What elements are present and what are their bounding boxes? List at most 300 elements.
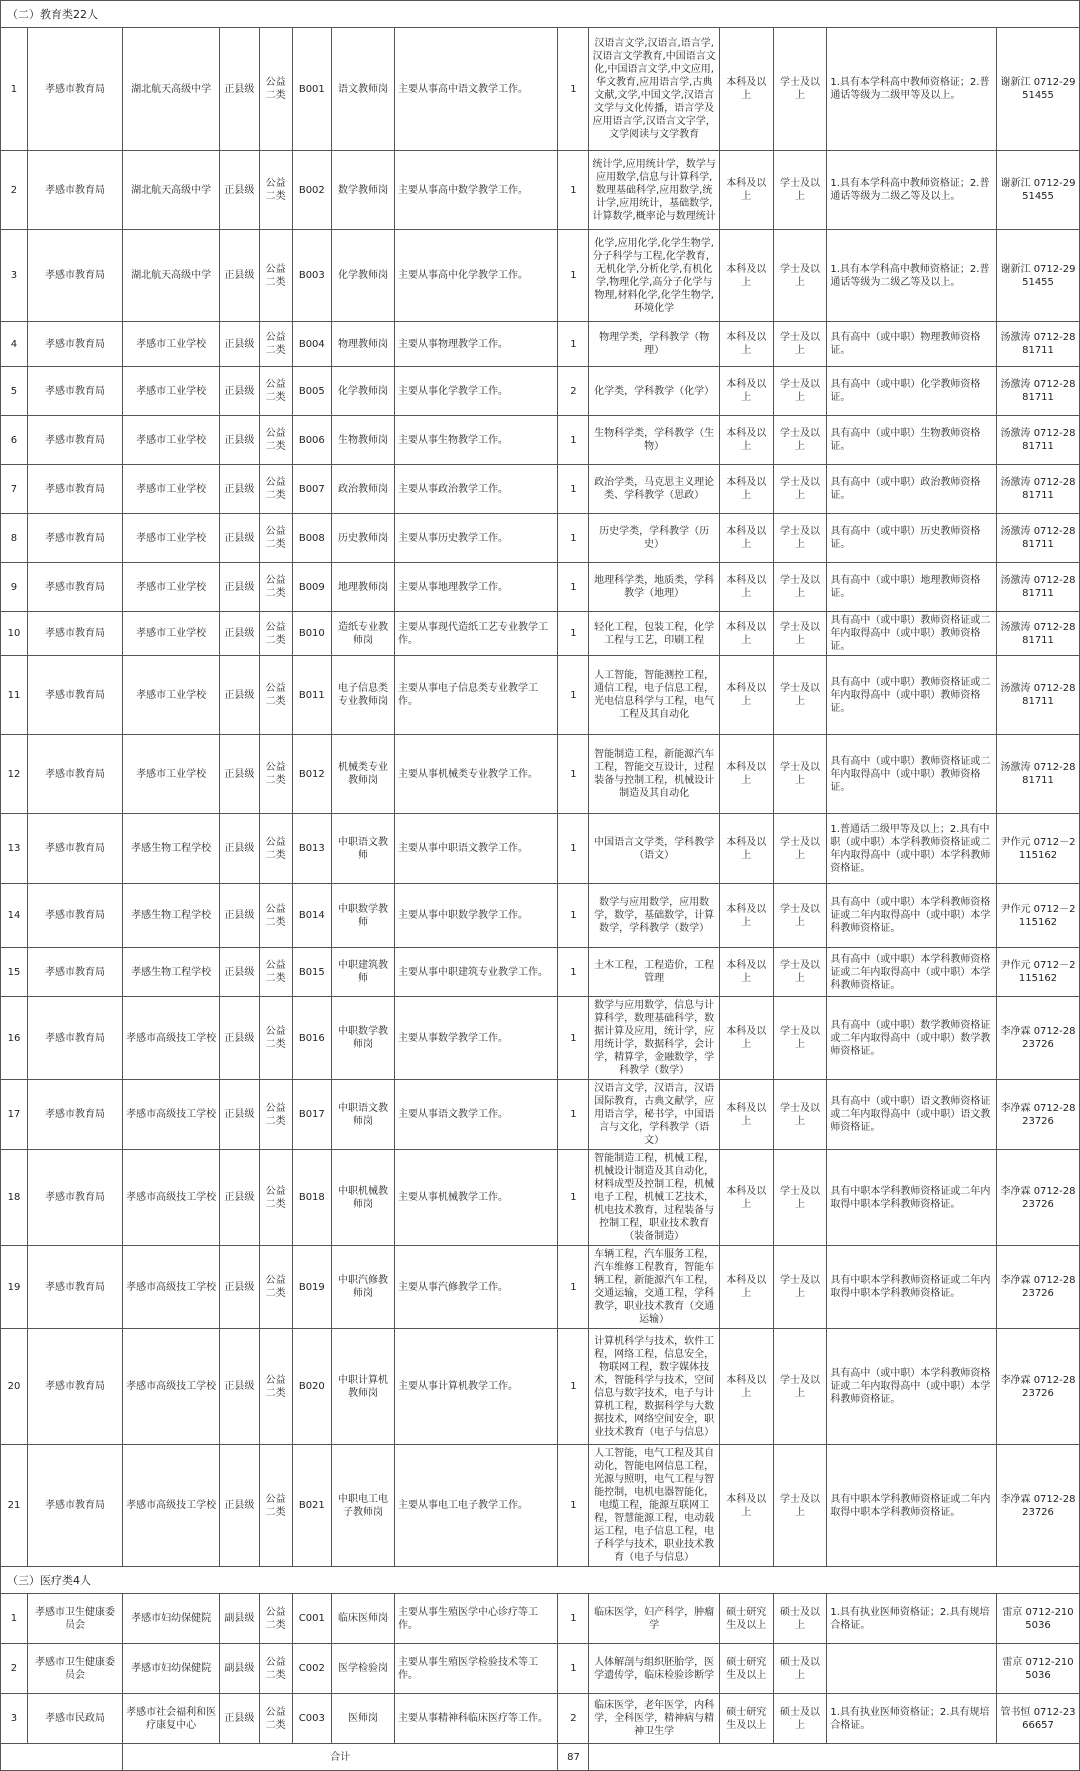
duty-description: 主要从事化学教学工作。 (395, 367, 558, 416)
headcount: 1 (558, 1329, 589, 1445)
table-row (1, 514, 1080, 563)
other-requirement: 具有高中（或中职）生物教师资格证。 (827, 416, 997, 465)
row-number: 17 (1, 1080, 28, 1150)
contact-info: 雷京 0712-2105036 (997, 1644, 1080, 1694)
major-requirement: 数学与应用数学，应用数学，数学，基础数学，计算数学，学科教学（数学） (589, 884, 719, 948)
row-number: 9 (1, 563, 28, 612)
unit-cell: 孝感生物工程学校 (123, 884, 220, 948)
unit-cell: 孝感市高级技工学校 (123, 1246, 220, 1329)
major-requirement: 车辆工程，汽车服务工程，汽车维修工程教育，智能车辆工程，新能源汽车工程，交通运输，交通工程，学科教学，职业技术教育（交通运输） (589, 1246, 719, 1329)
education-requirement: 本科及以上 (719, 948, 773, 997)
unit-cell: 孝感市工业学校 (123, 563, 220, 612)
other-requirement: 1.具有本学科高中教师资格证；2.普通话等级为二级乙等及以上。 (827, 230, 997, 322)
unit-cell: 孝感市工业学校 (123, 514, 220, 563)
education-requirement: 本科及以上 (719, 514, 773, 563)
education-requirement: 本科及以上 (719, 28, 773, 151)
position-code: B008 (292, 514, 331, 563)
unit-cell: 孝感市高级技工学校 (123, 1445, 220, 1567)
row-number: 8 (1, 514, 28, 563)
position-name: 造纸专业教师岗 (331, 612, 394, 656)
section-header-row (1, 1, 1080, 28)
headcount: 1 (558, 814, 589, 884)
position-code: B006 (292, 416, 331, 465)
table-row (1, 28, 1080, 151)
position-name: 数学教师岗 (331, 151, 394, 230)
degree-requirement: 学士及以上 (773, 1080, 827, 1150)
unit-cell: 孝感市高级技工学校 (123, 997, 220, 1080)
education-requirement: 本科及以上 (719, 884, 773, 948)
unit-cell: 孝感市工业学校 (123, 735, 220, 814)
table-row (1, 1246, 1080, 1329)
position-code: B011 (292, 656, 331, 735)
department-cell: 孝感市教育局 (27, 735, 122, 814)
unit-cell: 孝感生物工程学校 (123, 948, 220, 997)
contact-info: 汤激涛 0712-2881711 (997, 656, 1080, 735)
duty-description: 主要从事现代造纸工艺专业教学工作。 (395, 612, 558, 656)
category-cell: 公益二类 (259, 997, 292, 1080)
headcount: 1 (558, 563, 589, 612)
contact-info: 谢新江 0712-2951455 (997, 28, 1080, 151)
department-cell: 孝感市教育局 (27, 612, 122, 656)
duty-description: 主要从事电子信息类专业教学工作。 (395, 656, 558, 735)
major-requirement: 人工智能，电气工程及其自动化，智能电网信息工程，光源与照明，电气工程与智能控制，电机电器智能化，电缆工程，能源互联网工程，智慧能源工程，电动载运工程，电子信息工程，电子科学与技术，职业技术教育（电子与信息） (589, 1445, 719, 1567)
row-number: 20 (1, 1329, 28, 1445)
degree-requirement: 学士及以上 (773, 1329, 827, 1445)
position-code: B016 (292, 997, 331, 1080)
unit-cell: 孝感市工业学校 (123, 367, 220, 416)
level-cell: 正县级 (220, 416, 259, 465)
position-code: B005 (292, 367, 331, 416)
major-requirement: 人工智能，智能测控工程，通信工程，电子信息工程，光电信息科学与工程，电气工程及其自动化 (589, 656, 719, 735)
department-cell: 孝感市教育局 (27, 563, 122, 612)
education-requirement: 本科及以上 (719, 465, 773, 514)
row-number: 2 (1, 151, 28, 230)
category-cell: 公益二类 (259, 230, 292, 322)
degree-requirement: 学士及以上 (773, 230, 827, 322)
duty-description: 主要从事语文教学工作。 (395, 1080, 558, 1150)
row-number: 6 (1, 416, 28, 465)
unit-cell: 孝感市妇幼保健院 (123, 1644, 220, 1694)
unit-cell: 孝感市工业学校 (123, 322, 220, 367)
category-cell: 公益二类 (259, 1150, 292, 1246)
degree-requirement: 学士及以上 (773, 1246, 827, 1329)
education-requirement: 本科及以上 (719, 1246, 773, 1329)
position-name: 中职汽修教师岗 (331, 1246, 394, 1329)
level-cell: 正县级 (220, 884, 259, 948)
department-cell: 孝感市教育局 (27, 997, 122, 1080)
unit-cell: 孝感市高级技工学校 (123, 1329, 220, 1445)
position-code: B007 (292, 465, 331, 514)
position-name: 电子信息类专业教师岗 (331, 656, 394, 735)
degree-requirement: 学士及以上 (773, 997, 827, 1080)
category-cell: 公益二类 (259, 1080, 292, 1150)
headcount: 1 (558, 612, 589, 656)
major-requirement: 土木工程，工程造价，工程管理 (589, 948, 719, 997)
other-requirement: 具有中职本学科教师资格证或二年内取得中职本学科教师资格证。 (827, 1246, 997, 1329)
position-name: 物理教师岗 (331, 322, 394, 367)
table-row (1, 151, 1080, 230)
other-requirement: 具有中职本学科教师资格证或二年内取得中职本学科教师资格证。 (827, 1150, 997, 1246)
position-code: B012 (292, 735, 331, 814)
table-row (1, 322, 1080, 367)
contact-info: 李净霖 0712-2823726 (997, 1080, 1080, 1150)
section-header-row (1, 1567, 1080, 1594)
position-code: B017 (292, 1080, 331, 1150)
position-code: B002 (292, 151, 331, 230)
position-name: 政治教师岗 (331, 465, 394, 514)
unit-cell: 孝感市工业学校 (123, 465, 220, 514)
department-cell: 孝感市卫生健康委员会 (27, 1644, 122, 1694)
education-requirement: 本科及以上 (719, 322, 773, 367)
duty-description: 主要从事精神科临床医疗等工作。 (395, 1694, 558, 1744)
level-cell: 正县级 (220, 563, 259, 612)
education-requirement: 本科及以上 (719, 997, 773, 1080)
duty-description: 主要从事历史教学工作。 (395, 514, 558, 563)
contact-info: 李净霖 0712-2823726 (997, 1445, 1080, 1567)
row-number: 12 (1, 735, 28, 814)
major-requirement: 数学与应用数学，信息与计算科学，数理基础科学，数据计算及应用，统计学，应用统计学，数据科学，会计学，精算学，金融数学，学科教学（数学） (589, 997, 719, 1080)
degree-requirement: 学士及以上 (773, 656, 827, 735)
table-row (1, 612, 1080, 656)
contact-info: 李净霖 0712-2823726 (997, 997, 1080, 1080)
major-requirement: 政治学类，马克思主义理论类、学科教学（思政） (589, 465, 719, 514)
contact-info: 汤激涛 0712-2881711 (997, 563, 1080, 612)
contact-info: 尹作元 0712－2115162 (997, 884, 1080, 948)
category-cell: 公益二类 (259, 735, 292, 814)
headcount: 1 (558, 1445, 589, 1567)
position-name: 临床医师岗 (331, 1594, 394, 1644)
table-row (1, 1080, 1080, 1150)
unit-cell: 孝感市高级技工学校 (123, 1150, 220, 1246)
department-cell: 孝感市教育局 (27, 28, 122, 151)
contact-info: 汤激涛 0712-2881711 (997, 612, 1080, 656)
department-cell: 孝感市教育局 (27, 367, 122, 416)
position-name: 机械类专业教师岗 (331, 735, 394, 814)
table-row (1, 1644, 1080, 1694)
headcount: 1 (558, 322, 589, 367)
level-cell: 正县级 (220, 948, 259, 997)
other-requirement: 具有高中（或中职）历史教师资格证。 (827, 514, 997, 563)
row-number: 16 (1, 997, 28, 1080)
contact-info: 尹作元 0712－2115162 (997, 814, 1080, 884)
other-requirement: 具有高中（或中职）化学教师资格证。 (827, 367, 997, 416)
other-requirement (827, 1644, 997, 1694)
other-requirement: 1.具有本学科高中教师资格证；2.普通话等级为二级甲等及以上。 (827, 28, 997, 151)
section-title: （三）医疗类4人 (1, 1567, 1080, 1594)
other-requirement: 具有高中（或中职）数学教师资格证或二年内取得高中（或中职）数学教师资格证。 (827, 997, 997, 1080)
duty-description: 主要从事高中数学教学工作。 (395, 151, 558, 230)
contact-info: 李净霖 0712-2823726 (997, 1246, 1080, 1329)
category-cell: 公益二类 (259, 1594, 292, 1644)
position-code: B003 (292, 230, 331, 322)
other-requirement: 具有高中（或中职）政治教师资格证。 (827, 465, 997, 514)
education-requirement: 本科及以上 (719, 416, 773, 465)
education-requirement: 本科及以上 (719, 230, 773, 322)
education-requirement: 本科及以上 (719, 367, 773, 416)
level-cell: 正县级 (220, 997, 259, 1080)
duty-description: 主要从事高中语文教学工作。 (395, 28, 558, 151)
education-requirement: 本科及以上 (719, 1080, 773, 1150)
row-number: 21 (1, 1445, 28, 1567)
major-requirement: 地理科学类，地质类，学科教学（地理） (589, 563, 719, 612)
category-cell: 公益二类 (259, 416, 292, 465)
unit-cell: 湖北航天高级中学 (123, 151, 220, 230)
contact-info: 谢新江 0712-2951455 (997, 230, 1080, 322)
position-code: B013 (292, 814, 331, 884)
major-requirement: 中国语言文学类，学科教学（语文） (589, 814, 719, 884)
row-number: 11 (1, 656, 28, 735)
education-requirement: 硕士研究生及以上 (719, 1594, 773, 1644)
row-number: 13 (1, 814, 28, 884)
unit-cell: 孝感生物工程学校 (123, 814, 220, 884)
position-name: 地理教师岗 (331, 563, 394, 612)
duty-description: 主要从事物理教学工作。 (395, 322, 558, 367)
education-requirement: 本科及以上 (719, 612, 773, 656)
major-requirement: 计算机科学与技术，软件工程，网络工程，信息安全，物联网工程，数字媒体技术，智能科学与技术，空间信息与数字技术，电子与计算机工程，数据科学与大数据技术，网络空间安全，职业技术教育（电子与信息） (589, 1329, 719, 1445)
other-requirement: 1.具有本学科高中教师资格证；2.普通话等级为二级乙等及以上。 (827, 151, 997, 230)
position-code: B018 (292, 1150, 331, 1246)
category-cell: 公益二类 (259, 1329, 292, 1445)
duty-description: 主要从事生物教学工作。 (395, 416, 558, 465)
category-cell: 公益二类 (259, 563, 292, 612)
headcount: 2 (558, 1694, 589, 1744)
table-row (1, 367, 1080, 416)
department-cell: 孝感市教育局 (27, 514, 122, 563)
major-requirement: 化学,应用化学,化学生物学,分子科学与工程,化学教育，无机化学,分析化学,有机化学,物理化学,高分子化学与物理,材料化学,化学生物学,环境化学 (589, 230, 719, 322)
degree-requirement: 硕士及以上 (773, 1594, 827, 1644)
level-cell: 正县级 (220, 1150, 259, 1246)
blank-cell (1, 1744, 123, 1771)
category-cell: 公益二类 (259, 1694, 292, 1744)
position-code: B001 (292, 28, 331, 151)
headcount: 1 (558, 948, 589, 997)
degree-requirement: 学士及以上 (773, 514, 827, 563)
degree-requirement: 学士及以上 (773, 322, 827, 367)
level-cell: 正县级 (220, 230, 259, 322)
table-row (1, 884, 1080, 948)
level-cell: 副县级 (220, 1644, 259, 1694)
level-cell: 正县级 (220, 367, 259, 416)
degree-requirement: 学士及以上 (773, 465, 827, 514)
table-row (1, 416, 1080, 465)
degree-requirement: 学士及以上 (773, 1150, 827, 1246)
row-number: 5 (1, 367, 28, 416)
other-requirement: 1.具有执业医师资格证；2.具有规培合格证。 (827, 1594, 997, 1644)
position-code: C001 (292, 1594, 331, 1644)
other-requirement: 具有高中（或中职）教师资格证或二年内取得高中（或中职）教师资格证。 (827, 612, 997, 656)
department-cell: 孝感市教育局 (27, 1080, 122, 1150)
position-name: 中职数学教师 (331, 884, 394, 948)
position-code: B021 (292, 1445, 331, 1567)
table-row (1, 1150, 1080, 1246)
unit-cell: 孝感市工业学校 (123, 416, 220, 465)
position-name: 中职建筑教师 (331, 948, 394, 997)
level-cell: 正县级 (220, 612, 259, 656)
degree-requirement: 学士及以上 (773, 367, 827, 416)
position-name: 历史教师岗 (331, 514, 394, 563)
row-number: 4 (1, 322, 28, 367)
table-row (1, 465, 1080, 514)
total-row (1, 1744, 1080, 1771)
contact-info: 汤激涛 0712-2881711 (997, 322, 1080, 367)
position-name: 中职电工电子教师岗 (331, 1445, 394, 1567)
position-code: B009 (292, 563, 331, 612)
position-name: 语文教师岗 (331, 28, 394, 151)
department-cell: 孝感市教育局 (27, 230, 122, 322)
table-row (1, 1445, 1080, 1567)
major-requirement: 汉语言文学，汉语言，汉语国际教育，古典文献学，应用语言学，秘书学，中国语言与文化，学科教学（语文） (589, 1080, 719, 1150)
category-cell: 公益二类 (259, 884, 292, 948)
department-cell: 孝感市教育局 (27, 884, 122, 948)
position-code: B014 (292, 884, 331, 948)
table-row (1, 230, 1080, 322)
row-number: 10 (1, 612, 28, 656)
position-name: 医师岗 (331, 1694, 394, 1744)
level-cell: 正县级 (220, 465, 259, 514)
row-number: 18 (1, 1150, 28, 1246)
contact-info: 汤激涛 0712-2881711 (997, 514, 1080, 563)
category-cell: 公益二类 (259, 814, 292, 884)
category-cell: 公益二类 (259, 514, 292, 563)
headcount: 1 (558, 230, 589, 322)
level-cell: 正县级 (220, 322, 259, 367)
position-name: 中职数学教师岗 (331, 997, 394, 1080)
table-row (1, 1594, 1080, 1644)
section-title: （二）教育类22人 (1, 1, 1080, 28)
duty-description: 主要从事生殖医学检验技术等工作。 (395, 1644, 558, 1694)
major-requirement: 化学类，学科教学（化学） (589, 367, 719, 416)
unit-cell: 孝感市社会福利和医疗康复中心 (123, 1694, 220, 1744)
major-requirement: 物理学类，学科教学（物理） (589, 322, 719, 367)
degree-requirement: 学士及以上 (773, 884, 827, 948)
department-cell: 孝感市教育局 (27, 1150, 122, 1246)
unit-cell: 孝感市妇幼保健院 (123, 1594, 220, 1644)
department-cell: 孝感市教育局 (27, 416, 122, 465)
other-requirement: 具有高中（或中职）本学科教师资格证或二年内取得高中（或中职）本学科教师资格证。 (827, 948, 997, 997)
position-code: B019 (292, 1246, 331, 1329)
position-code: B010 (292, 612, 331, 656)
education-requirement: 本科及以上 (719, 151, 773, 230)
contact-info: 李净霖 0712-2823726 (997, 1329, 1080, 1445)
other-requirement: 具有高中（或中职）物理教师资格证。 (827, 322, 997, 367)
headcount: 1 (558, 735, 589, 814)
duty-description: 主要从事中职语文教学工作。 (395, 814, 558, 884)
headcount: 1 (558, 465, 589, 514)
headcount: 1 (558, 884, 589, 948)
headcount: 1 (558, 997, 589, 1080)
level-cell: 正县级 (220, 28, 259, 151)
category-cell: 公益二类 (259, 612, 292, 656)
department-cell: 孝感市卫生健康委员会 (27, 1594, 122, 1644)
education-requirement: 本科及以上 (719, 1150, 773, 1246)
level-cell: 正县级 (220, 514, 259, 563)
duty-description: 主要从事生殖医学中心诊疗等工作。 (395, 1594, 558, 1644)
other-requirement: 具有高中（或中职）本学科教师资格证或二年内取得高中（或中职）本学科教师资格证。 (827, 1329, 997, 1445)
education-requirement: 本科及以上 (719, 814, 773, 884)
major-requirement: 临床医学，妇产科学，肿瘤学 (589, 1594, 719, 1644)
position-name: 化学教师岗 (331, 367, 394, 416)
row-number: 14 (1, 884, 28, 948)
category-cell: 公益二类 (259, 367, 292, 416)
category-cell: 公益二类 (259, 465, 292, 514)
headcount: 1 (558, 1080, 589, 1150)
major-requirement: 人体解剖与组织胚胎学，医学遗传学，临床检验诊断学 (589, 1644, 719, 1694)
headcount: 1 (558, 416, 589, 465)
contact-info: 尹作元 0712－2115162 (997, 948, 1080, 997)
row-number: 1 (1, 1594, 28, 1644)
contact-info: 管书恒 0712-2366657 (997, 1694, 1080, 1744)
degree-requirement: 学士及以上 (773, 735, 827, 814)
table-row (1, 563, 1080, 612)
position-name: 中职计算机教师岗 (331, 1329, 394, 1445)
major-requirement: 临床医学，老年医学，内科学，全科医学，精神病与精神卫生学 (589, 1694, 719, 1744)
department-cell: 孝感市教育局 (27, 814, 122, 884)
other-requirement: 具有高中（或中职）语文教师资格证或二年内取得高中（或中职）语文教师资格证。 (827, 1080, 997, 1150)
education-requirement: 硕士研究生及以上 (719, 1644, 773, 1694)
other-requirement: 具有高中（或中职）地理教师资格证。 (827, 563, 997, 612)
major-requirement: 历史学类，学科教学（历史） (589, 514, 719, 563)
degree-requirement: 硕士及以上 (773, 1644, 827, 1694)
level-cell: 正县级 (220, 1694, 259, 1744)
level-cell: 正县级 (220, 735, 259, 814)
level-cell: 正县级 (220, 151, 259, 230)
education-requirement: 本科及以上 (719, 735, 773, 814)
degree-requirement: 学士及以上 (773, 612, 827, 656)
headcount: 1 (558, 1594, 589, 1644)
table-row (1, 656, 1080, 735)
education-requirement: 本科及以上 (719, 656, 773, 735)
contact-info: 谢新江 0712-2951455 (997, 151, 1080, 230)
education-requirement: 本科及以上 (719, 1329, 773, 1445)
degree-requirement: 学士及以上 (773, 563, 827, 612)
headcount: 2 (558, 367, 589, 416)
department-cell: 孝感市教育局 (27, 1329, 122, 1445)
duty-description: 主要从事地理教学工作。 (395, 563, 558, 612)
duty-description: 主要从事数学教学工作。 (395, 997, 558, 1080)
contact-info: 汤激涛 0712-2881711 (997, 735, 1080, 814)
headcount: 1 (558, 1150, 589, 1246)
education-requirement: 硕士研究生及以上 (719, 1694, 773, 1744)
position-code: C003 (292, 1694, 331, 1744)
other-requirement: 具有高中（或中职）教师资格证或二年内取得高中（或中职）教师资格证。 (827, 656, 997, 735)
headcount: 1 (558, 1644, 589, 1694)
department-cell: 孝感市教育局 (27, 1445, 122, 1567)
row-number: 1 (1, 28, 28, 151)
position-code: C002 (292, 1644, 331, 1694)
degree-requirement: 学士及以上 (773, 151, 827, 230)
position-name: 中职机械教师岗 (331, 1150, 394, 1246)
level-cell: 正县级 (220, 1445, 259, 1567)
other-requirement: 1.普通话二级甲等及以上；2.具有中职（或中职）本学科教师资格证或二年内取得高中（或中职）本学科教师资格证。 (827, 814, 997, 884)
row-number: 3 (1, 230, 28, 322)
degree-requirement: 学士及以上 (773, 28, 827, 151)
row-number: 2 (1, 1644, 28, 1694)
row-number: 3 (1, 1694, 28, 1744)
position-name: 中职语文教师岗 (331, 1080, 394, 1150)
level-cell: 正县级 (220, 656, 259, 735)
other-requirement: 1.具有执业医师资格证；2.具有规培合格证。 (827, 1694, 997, 1744)
headcount: 1 (558, 28, 589, 151)
education-requirement: 本科及以上 (719, 563, 773, 612)
table-row (1, 997, 1080, 1080)
position-name: 化学教师岗 (331, 230, 394, 322)
category-cell: 公益二类 (259, 28, 292, 151)
degree-requirement: 硕士及以上 (773, 1694, 827, 1744)
unit-cell: 孝感市工业学校 (123, 612, 220, 656)
total-label: 合计 (123, 1744, 558, 1771)
level-cell: 正县级 (220, 1329, 259, 1445)
department-cell: 孝感市教育局 (27, 322, 122, 367)
